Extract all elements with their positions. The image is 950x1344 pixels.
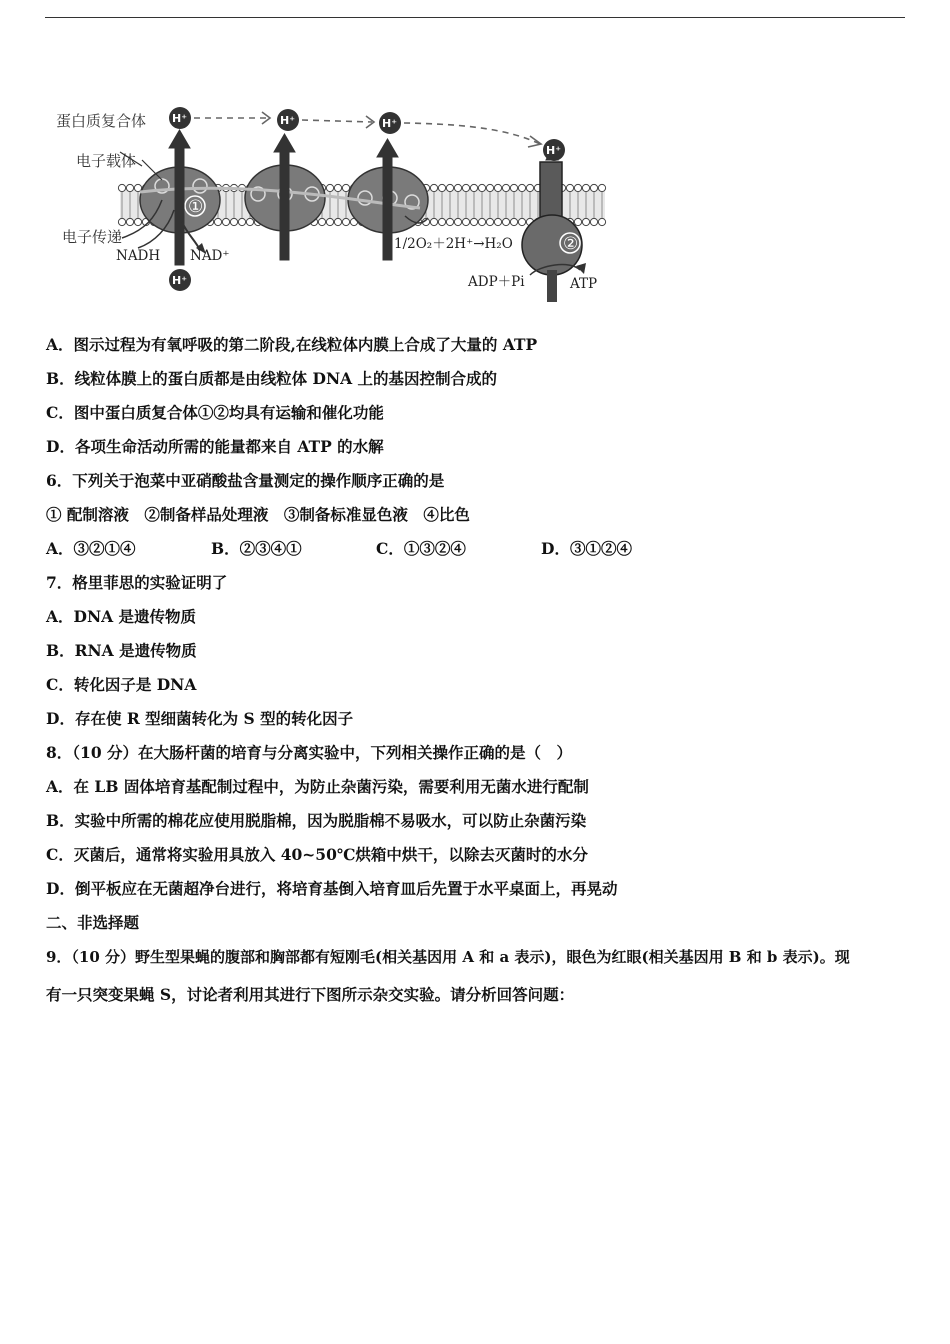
q6-option-b: B．②③④① (211, 539, 302, 558)
svg-text:H⁺: H⁺ (172, 112, 188, 125)
q5-option-c: C．图中蛋白质复合体①②均具有运输和催化功能 (46, 403, 384, 422)
q7-option-d: D．存在使 R 型细菌转化为 S 型的转化因子 (46, 709, 354, 728)
svg-text:①: ① (188, 197, 204, 217)
q8-option-a: A．在 LB 固体培育基配制过程中，为防止杂菌污染，需要利用无菌水进行配制 (46, 777, 589, 796)
q8-option-b: B．实验中所需的棉花应使用脱脂棉，因为脱脂棉不易吸水，可以防止杂菌污染 (46, 811, 587, 830)
label-protein-complex: 蛋白质复合体 (56, 112, 147, 130)
svg-text:H⁺: H⁺ (382, 117, 398, 130)
header-rule (45, 17, 905, 18)
svg-text:H⁺: H⁺ (172, 274, 188, 287)
label-nadh: NADH (116, 248, 161, 264)
q9-line-2: 有一只突变果蝇 S，讨论者利用其进行下图所示杂交实验。请分析回答问题： (46, 985, 575, 1004)
q8-option-c: C．灭菌后，通常将实验用具放入 40~50℃烘箱中烘干，以除去灭菌时的水分 (46, 845, 588, 864)
label-electron-transfer: 电子传递 (62, 228, 123, 246)
q6-option-c: C．①③②④ (376, 539, 466, 558)
q7-option-a: A．DNA 是遗传物质 (46, 607, 197, 626)
label-adp: ADP＋Pi (468, 274, 525, 290)
svg-text:H⁺: H⁺ (546, 144, 562, 157)
q6-option-d: D．③①②④ (541, 539, 632, 558)
q6-options (46, 539, 706, 559)
q6-stem: 6．下列关于泡菜中亚硝酸盐含量测定的操作顺序正确的是 (46, 471, 445, 490)
q5-option-d: D．各项生命活动所需的能量都来自 ATP 的水解 (46, 437, 384, 456)
label-atp: ATP (570, 276, 598, 292)
q8-option-d: D．倒平板应在无菌超净台进行，将培育基倒入培育皿后先置于水平桌面上，再晃动 (46, 879, 618, 898)
electron-transport-figure (50, 100, 610, 305)
q9-line-1: 9．（10 分）野生型果蝇的腹部和胸部都有短刚毛(相关基因用 A 和 a 表示)，眼色为红眼(相关基因用 B 和 b 表示)。现 (46, 948, 850, 966)
dashed-flow-arrows (194, 118, 540, 144)
q7-option-c: C．转化因子是 DNA (46, 675, 197, 694)
q5-option-b: B．线粒体膜上的蛋白质都是由线粒体 DNA 上的基因控制合成的 (46, 369, 498, 388)
svg-text:H⁺: H⁺ (280, 114, 296, 127)
q7-stem: 7．格里菲思的实验证明了 (46, 573, 228, 592)
svg-text:②: ② (563, 234, 579, 254)
q6-option-a: A．③②①④ (46, 539, 136, 558)
label-reaction: 1/2O₂＋2H⁺→H₂O (394, 236, 513, 252)
q6-steps: ① 配制溶液 ②制备样品处理液 ③制备标准显色液 ④比色 (46, 505, 470, 524)
q8-stem: 8．（10 分）在大肠杆菌的培育与分离实验中，下列相关操作正确的是（ ） (46, 743, 573, 762)
q5-option-a: A．图示过程为有氧呼吸的第二阶段,在线粒体内膜上合成了大量的 ATP (46, 335, 538, 354)
section-heading: 二、非选择题 (46, 913, 140, 932)
q7-option-b: B．RNA 是遗传物质 (46, 641, 197, 660)
label-nad: NAD⁺ (190, 248, 230, 264)
label-electron-carrier: 电子载体 (76, 152, 137, 170)
